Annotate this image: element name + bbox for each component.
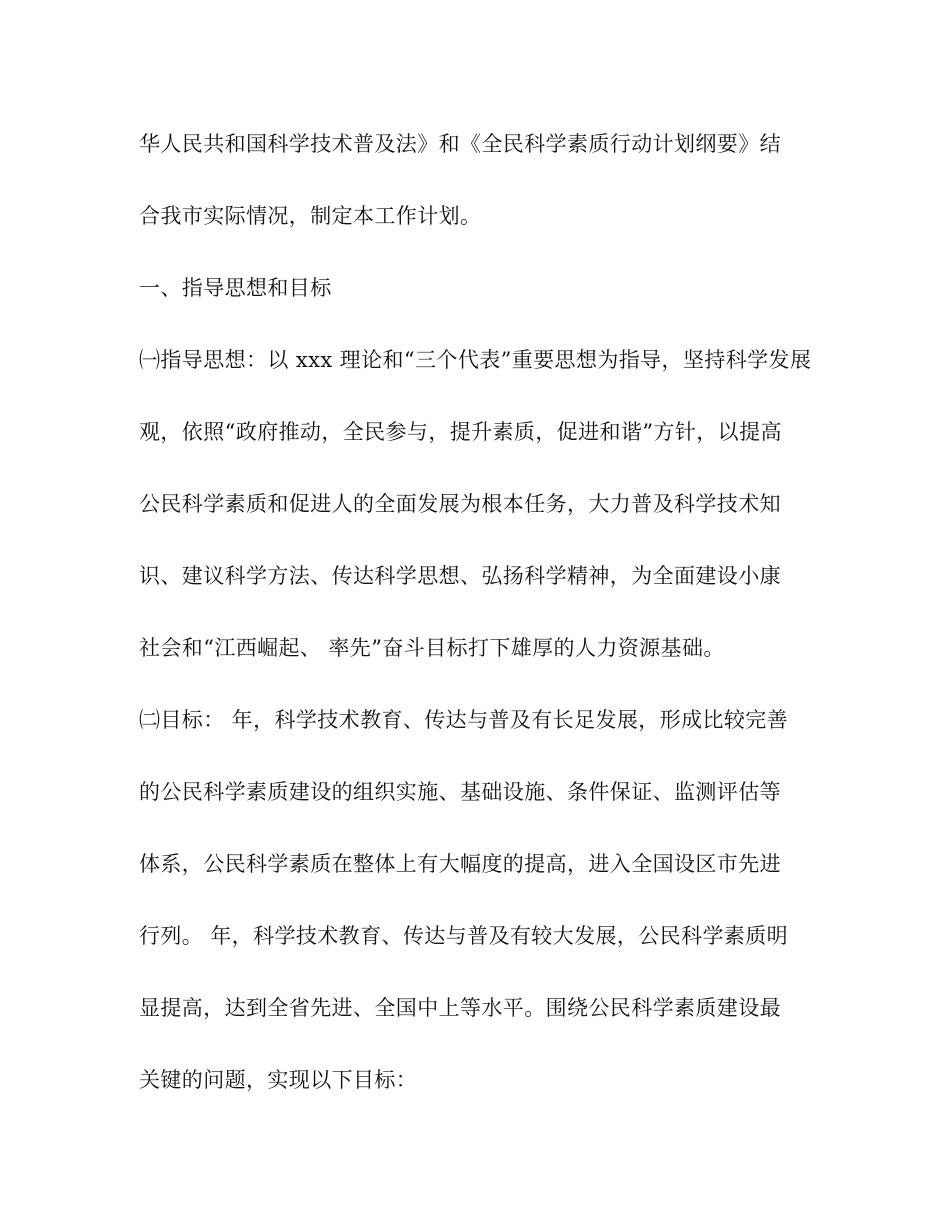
- paragraph-line: 显提高，达到全省先进、全国中上等水平。围绕公民科学素质建设最: [139, 996, 781, 1020]
- paragraph-line: ㈠指导思想：以 xxx 理论和“三个代表”重要思想为指导，坚持科学发展: [139, 348, 812, 372]
- paragraph-line: 体系，公民科学素质在整体上有大幅度的提高，进入全国设区市先进: [139, 852, 781, 876]
- paragraph-line: 识、建议科学方法、传达科学思想、弘扬科学精神，为全面建设小康: [139, 564, 781, 588]
- document-body: [139, 124, 819, 1132]
- paragraph-line: 观，依照“政府推动，全民参与，提升素质，促进和谐”方针，以提高: [139, 420, 782, 444]
- paragraph-line: 社会和“江西崛起、 率先”奋斗目标打下雄厚的人力资源基础。: [139, 636, 725, 660]
- paragraph-line: 合我市实际情况，制定本工作计划。: [139, 204, 482, 228]
- section-heading: 一、指导思想和目标: [139, 276, 332, 300]
- paragraph-line: ㈡目标： 年，科学技术教育、传达与普及有长足发展，形成比较完善: [139, 708, 789, 732]
- paragraph-line: 关键的问题，实现以下目标：: [139, 1068, 418, 1092]
- paragraph-line: 公民科学素质和促进人的全面发展为根本任务，大力普及科学技术知: [139, 492, 781, 516]
- paragraph-line: 华人民共和国科学技术普及法》和《全民科学素质行动计划纲要》结: [139, 132, 781, 156]
- paragraph-line: 的公民科学素质建设的组织实施、基础设施、条件保证、监测评估等: [139, 780, 781, 804]
- paragraph-line: 行列。 年，科学技术教育、传达与普及有较大发展，公民科学素质明: [139, 924, 789, 948]
